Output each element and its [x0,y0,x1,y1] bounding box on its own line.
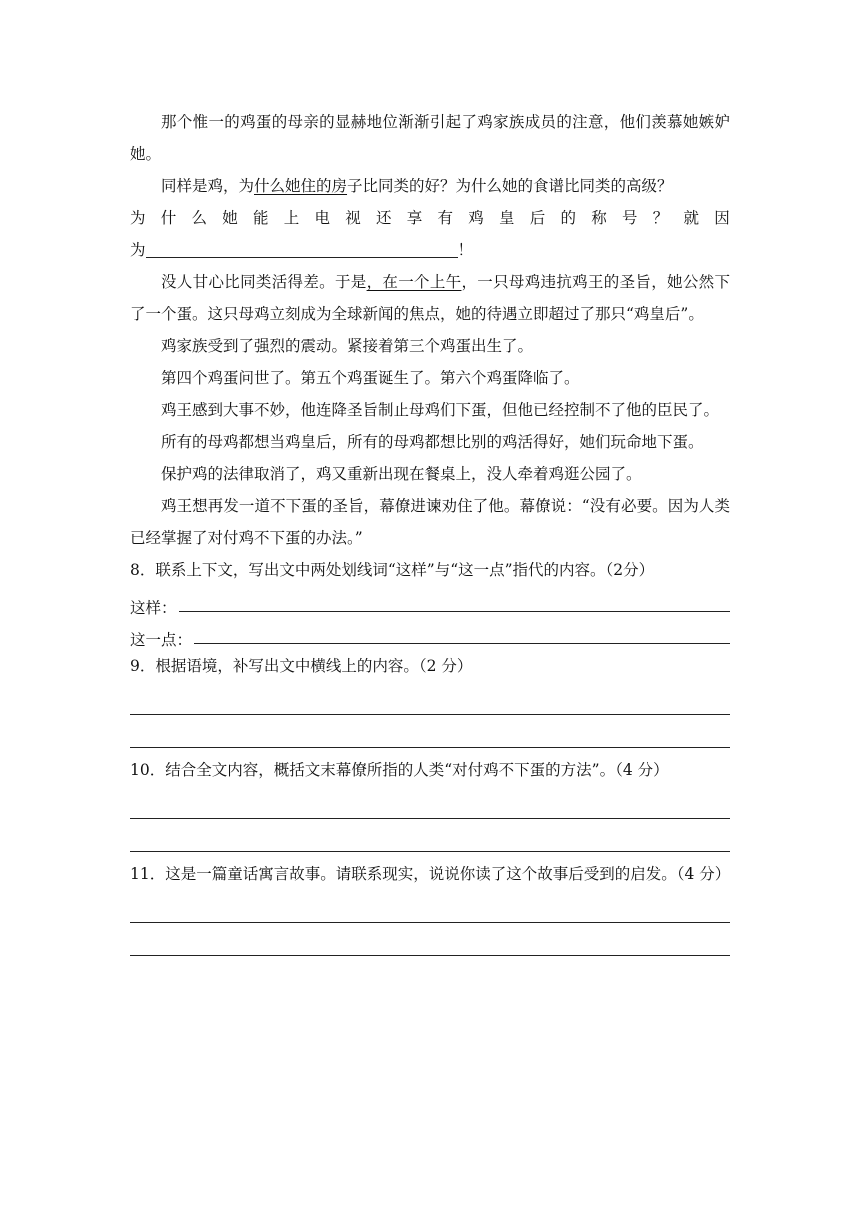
q8-answer-row-2: 这一点： [130,618,730,650]
question-9: 9．根据语境，补写出文中横线上的内容。（2 分） [130,657,473,675]
question-10: 10．结合全文内容，概括文末幕僚所指的人类“对付鸡不下蛋的方法”。（4 分） [130,761,669,779]
q8-answer-line-2[interactable] [194,643,730,644]
passage-paragraph-2: 同样是鸡，为什么她住的房子比同类的好？为什么她的食谱比同类的高级？ [161,177,673,195]
q11-answer-line-2[interactable] [130,923,730,956]
passage-paragraph-6: 鸡王感到大事不妙，他连降圣旨制止母鸡们下蛋，但他已经控制不了他的臣民了。 [161,401,720,419]
passage-paragraph-5: 第四个鸡蛋问世了。第五个鸡蛋诞生了。第六个鸡蛋降临了。 [161,369,580,387]
q8-answer-row-1: 这样： [130,586,730,618]
q9-answer-line-1[interactable] [130,682,730,715]
question-8: 8．联系上下文，写出文中两处划线词“这样”与“这一点”指代的内容。（2分） [130,561,655,579]
passage-paragraph-4: 鸡家族受到了强烈的震动。紧接着第三个鸡蛋出生了。 [161,337,534,355]
underlined-phrase-2: ，在一个上午 [366,273,462,291]
q9-answer-line-2[interactable] [130,715,730,748]
q11-answer-line-1[interactable] [130,890,730,923]
q10-answer-line-2[interactable] [130,819,730,852]
passage-paragraph-9: 鸡王想再发一道不下蛋的圣旨，幕僚进谏劝住了他。幕僚说：“没有必要。因为人类已经掌握了对付鸡不下蛋的办法。” [130,497,730,547]
passage-paragraph-3: 没人甘心比同类活得差。于是，在一个上午，一只母鸡违抗鸡王的圣旨，她公然下了一个蛋。这只母鸡立刻成为全球新闻的焦点，她的待遇立即超过了那只“鸡皇后”。 [130,273,730,323]
fill-in-blank-q9[interactable] [146,237,458,258]
question-11: 11．这是一篇童话寓言故事。请联系现实，说说你读了这个故事后受到的启发。（4 分） [130,865,731,883]
exam-page [130,106,730,956]
q10-answer-line-1[interactable] [130,786,730,819]
passage-paragraph-2-justified-line: 为 什 么 她 能 上 电 视 还 享 有 鸡 皇 后 的 称 号 ？ 就 因 [130,209,730,227]
q8-answer-line-1[interactable] [179,611,730,612]
underlined-phrase-1: 什么她住的房 [254,177,348,195]
passage-paragraph-1: 那个惟一的鸡蛋的母亲的显赫地位渐渐引起了鸡家族成员的注意，他们羡慕她嫉妒她。 [130,113,730,163]
passage-paragraph-7: 所有的母鸡都想当鸡皇后，所有的母鸡都想比别的鸡活得好，她们玩命地下蛋。 [161,433,704,451]
passage-paragraph-8: 保护鸡的法律取消了，鸡又重新出现在餐桌上，没人牵着鸡逛公园了。 [161,465,642,483]
passage-paragraph-2-blank-line: 为 ！ [130,234,730,266]
